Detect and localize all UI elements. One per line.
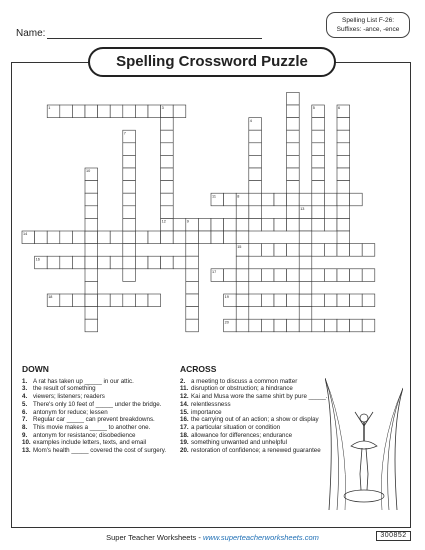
grid-cell[interactable] <box>274 244 287 257</box>
grid-clue-number: 20 <box>224 320 229 325</box>
clue-text: the carrying out of an action; a show or display <box>191 416 319 424</box>
grid-cell[interactable] <box>324 193 337 206</box>
grid-cell[interactable] <box>312 244 325 257</box>
clue-number: 17. <box>180 423 189 431</box>
grid-clue-number: 11 <box>212 194 216 199</box>
grid-cell[interactable] <box>337 143 350 156</box>
grid-cell[interactable] <box>337 118 350 131</box>
grid-cell[interactable] <box>299 218 312 231</box>
grid-cell[interactable] <box>337 193 350 206</box>
grid-cell[interactable] <box>261 294 274 307</box>
grid-clue-number: 3 <box>161 106 164 111</box>
grid-cell[interactable] <box>72 105 85 118</box>
grid-cell[interactable] <box>312 269 325 282</box>
clue-number: 11. <box>180 385 189 393</box>
down-clue <box>22 439 172 447</box>
footer-url-link[interactable]: www.superteacherworksheets.com <box>202 533 319 542</box>
grid-cell[interactable] <box>135 105 148 118</box>
grid-cell[interactable] <box>161 130 174 143</box>
grid-cell[interactable] <box>274 218 287 231</box>
grid-cell[interactable] <box>110 256 123 269</box>
across-heading: ACROSS <box>180 364 217 374</box>
grid-cell[interactable] <box>261 319 274 332</box>
grid-cell[interactable] <box>85 206 98 219</box>
grid-cell[interactable] <box>85 319 98 332</box>
grid-cell[interactable] <box>249 294 262 307</box>
grid-cell[interactable] <box>287 130 300 143</box>
grid-cell[interactable] <box>249 143 262 156</box>
grid-cell[interactable] <box>312 118 325 131</box>
grid-cell[interactable] <box>85 244 98 257</box>
grid-cell[interactable] <box>123 206 136 219</box>
grid-cell[interactable] <box>123 155 136 168</box>
across-clues <box>180 366 340 455</box>
grid-cell[interactable] <box>224 218 237 231</box>
grid-cell[interactable] <box>98 105 111 118</box>
grid-cell[interactable] <box>85 193 98 206</box>
grid-cell[interactable] <box>337 218 350 231</box>
grid-clue-number: 16 <box>35 257 40 262</box>
grid-cell[interactable] <box>337 319 350 332</box>
grid-cell[interactable] <box>161 193 174 206</box>
grid-cell[interactable] <box>98 256 111 269</box>
grid-cell[interactable] <box>249 193 262 206</box>
across-clue <box>180 424 340 432</box>
clue-text: Regular car _____ can prevent breakdowns. <box>33 416 155 424</box>
grid-cell[interactable] <box>312 130 325 143</box>
grid-cell[interactable] <box>224 231 237 244</box>
grid-cell[interactable] <box>98 294 111 307</box>
grid-cell[interactable] <box>337 168 350 181</box>
clue-number: 7. <box>22 416 28 424</box>
across-clue <box>180 378 340 386</box>
grid-cell[interactable] <box>287 193 300 206</box>
grid-cell[interactable] <box>186 281 199 294</box>
grid-cell[interactable] <box>148 256 161 269</box>
grid-cell[interactable] <box>123 231 136 244</box>
grid-cell[interactable] <box>249 130 262 143</box>
clue-number: 2. <box>180 377 186 385</box>
grid-cell[interactable] <box>123 269 136 282</box>
clue-text: the result of something <box>33 385 96 393</box>
grid-cell[interactable] <box>274 193 287 206</box>
grid-cell[interactable] <box>299 193 312 206</box>
grid-cell[interactable] <box>123 294 136 307</box>
clue-text: allowance for differences; endurance <box>191 431 293 439</box>
clue-number: 13. <box>22 447 31 455</box>
across-clue <box>180 439 340 447</box>
clue-number: 19. <box>180 439 189 447</box>
grid-cell[interactable] <box>161 231 174 244</box>
grid-cell[interactable] <box>98 231 111 244</box>
clue-text: a meeting to discuss a common matter <box>191 377 298 385</box>
grid-cell[interactable] <box>60 231 73 244</box>
grid-cell[interactable] <box>362 244 375 257</box>
grid-cell[interactable] <box>287 155 300 168</box>
grid-cell[interactable] <box>287 206 300 219</box>
grid-cell[interactable] <box>47 231 60 244</box>
grid-clue-number: 15 <box>237 244 242 249</box>
grid-cell[interactable] <box>337 269 350 282</box>
grid-cell[interactable] <box>299 244 312 257</box>
grid-cell[interactable] <box>173 256 186 269</box>
grid-cell[interactable] <box>287 244 300 257</box>
grid-cell[interactable] <box>337 155 350 168</box>
grid-cell[interactable] <box>161 168 174 181</box>
grid-cell[interactable] <box>85 231 98 244</box>
down-clue <box>22 409 172 417</box>
grid-cell[interactable] <box>312 218 325 231</box>
grid-cell[interactable] <box>299 307 312 320</box>
across-clue <box>180 385 340 393</box>
clue-number: 18. <box>180 431 189 439</box>
grid-cell[interactable] <box>299 231 312 244</box>
grid-clue-number: 18 <box>48 295 53 300</box>
across-clue <box>180 447 340 455</box>
grid-cell[interactable] <box>312 294 325 307</box>
down-clue <box>22 432 172 440</box>
grid-cell[interactable] <box>274 319 287 332</box>
grid-clue-number: 4 <box>249 118 252 123</box>
grid-cell[interactable] <box>186 231 199 244</box>
grid-cell[interactable] <box>198 218 211 231</box>
grid-cell[interactable] <box>274 294 287 307</box>
list-title: Spelling List F-26: <box>341 17 395 24</box>
grid-cell[interactable] <box>123 143 136 156</box>
down-clue <box>22 401 172 409</box>
clue-number: 14. <box>180 400 189 408</box>
down-clue <box>22 378 172 386</box>
clue-text: a particular situation or condition <box>191 423 281 431</box>
grid-cell[interactable] <box>312 319 325 332</box>
grid-cell[interactable] <box>249 218 262 231</box>
grid-cell[interactable] <box>312 181 325 194</box>
grid-cell[interactable] <box>224 193 240 206</box>
grid-cell[interactable] <box>312 168 325 181</box>
grid-cell[interactable] <box>350 193 363 206</box>
grid-cell[interactable] <box>135 256 148 269</box>
grid-cell[interactable] <box>350 244 363 257</box>
grid-cell[interactable] <box>324 319 337 332</box>
grid-cell[interactable] <box>287 294 300 307</box>
clue-number: 20. <box>180 447 189 455</box>
grid-cell[interactable] <box>337 206 350 219</box>
grid-cell[interactable] <box>186 319 199 332</box>
grid-cell[interactable] <box>312 155 325 168</box>
grid-cell[interactable] <box>85 181 98 194</box>
down-clue <box>22 424 172 432</box>
grid-cell[interactable] <box>161 206 174 219</box>
grid-cell[interactable] <box>85 307 98 320</box>
grid-cell[interactable] <box>324 294 337 307</box>
grid-cell[interactable] <box>161 155 174 168</box>
grid-clue-number: 19 <box>224 295 229 300</box>
grid-cell[interactable] <box>236 281 249 294</box>
down-heading: DOWN <box>22 364 49 374</box>
grid-cell[interactable] <box>337 130 350 143</box>
clue-text: There's only 10 feet of _____ under the bridge. <box>33 400 162 408</box>
grid-cell[interactable] <box>249 244 262 257</box>
clue-text: This movie makes a _____ to another one. <box>33 423 151 431</box>
grid-cell[interactable] <box>110 294 123 307</box>
grid-cell[interactable] <box>161 143 174 156</box>
grid-clue-number: 1 <box>48 106 51 111</box>
grid-cell[interactable] <box>211 218 224 231</box>
grid-cell[interactable] <box>72 294 85 307</box>
grid-cell[interactable] <box>287 92 300 105</box>
grid-cell[interactable] <box>47 256 60 269</box>
grid-cell[interactable] <box>123 181 136 194</box>
grid-clue-number: 7 <box>123 131 126 136</box>
grid-cell[interactable] <box>362 294 375 307</box>
grid-cell[interactable] <box>337 181 350 194</box>
grid-cell[interactable] <box>261 218 274 231</box>
clue-number: 5. <box>22 400 28 408</box>
grid-cell[interactable] <box>236 319 249 332</box>
grid-cell[interactable] <box>287 105 300 118</box>
grid-cell[interactable] <box>123 256 136 269</box>
clue-text: Mom's health _____ covered the cost of surgery. <box>33 447 167 455</box>
page-title: Spelling Crossword Puzzle <box>88 47 336 77</box>
down-clue <box>22 385 172 393</box>
grid-cell[interactable] <box>312 143 325 156</box>
clue-number: 1. <box>22 377 28 385</box>
grid-cell[interactable] <box>350 294 363 307</box>
grid-cell[interactable] <box>236 206 249 219</box>
clue-number: 10. <box>22 439 31 447</box>
clue-text: something unwanted and unhelpful <box>191 439 287 447</box>
clue-text: importance <box>191 408 222 416</box>
grid-cell[interactable] <box>161 256 174 269</box>
grid-cell[interactable] <box>148 294 161 307</box>
grid-cell[interactable] <box>236 294 249 307</box>
grid-cell[interactable] <box>274 269 287 282</box>
grid-cell[interactable] <box>350 319 363 332</box>
grid-cell[interactable] <box>287 181 300 194</box>
grid-cell[interactable] <box>85 281 98 294</box>
footer-brand: Super Teacher Worksheets <box>106 533 197 542</box>
clue-text: disruption or obstruction; a hindrance <box>191 385 293 393</box>
grid-cell[interactable] <box>148 231 161 244</box>
grid-cell[interactable] <box>236 256 249 269</box>
grid-cell[interactable] <box>287 269 300 282</box>
grid-cell[interactable] <box>173 231 186 244</box>
footer-separator: - <box>196 533 203 542</box>
grid-cell[interactable] <box>173 105 186 118</box>
grid-cell[interactable] <box>287 143 300 156</box>
grid-cell[interactable] <box>161 118 174 131</box>
grid-cell[interactable] <box>135 231 148 244</box>
grid-cell[interactable] <box>123 244 136 257</box>
grid-cell[interactable] <box>312 193 325 206</box>
clue-text: viewers; listeners; readers <box>33 393 105 401</box>
grid-cell[interactable] <box>186 244 199 257</box>
worksheet-code: 300852 <box>376 531 411 541</box>
grid-clue-number: 5 <box>312 106 315 111</box>
grid-clue-number: 10 <box>86 169 91 174</box>
grid-cell[interactable] <box>236 218 249 231</box>
across-clue <box>180 432 340 440</box>
clue-number: 16. <box>180 416 189 424</box>
clue-text: antonym for reduce; lessen <box>33 408 108 416</box>
grid-cell[interactable] <box>85 256 98 269</box>
grid-cell[interactable] <box>135 294 148 307</box>
down-clue <box>22 416 172 424</box>
down-clue <box>22 447 172 455</box>
clue-number: 3. <box>22 385 28 393</box>
grid-cell[interactable] <box>123 105 136 118</box>
clue-text: restoration of confidence; a renewed guarantee <box>191 447 321 455</box>
grid-clue-number: 12 <box>161 219 166 224</box>
clue-text: Kai and Musa wore the same shirt by pure _____. <box>191 393 328 401</box>
grid-cell[interactable] <box>249 168 262 181</box>
grid-cell[interactable] <box>110 231 123 244</box>
list-suffixes: Suffixes: -ance, -ence <box>336 26 400 33</box>
grid-cell[interactable] <box>249 181 262 194</box>
grid-cell[interactable] <box>186 294 199 307</box>
grid-cell[interactable] <box>236 307 249 320</box>
grid-cell[interactable] <box>85 294 98 307</box>
grid-cell[interactable] <box>110 105 123 118</box>
down-clues <box>22 366 172 455</box>
grid-cell[interactable] <box>85 218 98 231</box>
grid-cell[interactable] <box>312 206 325 219</box>
grid-clue-number: 14 <box>23 232 28 237</box>
grid-cell[interactable] <box>287 319 300 332</box>
grid-cell[interactable] <box>186 269 199 282</box>
grid-cell[interactable] <box>224 269 237 282</box>
grid-cell[interactable] <box>324 244 337 257</box>
grid-cell[interactable] <box>236 269 249 282</box>
grid-cell[interactable] <box>123 193 136 206</box>
grid-cell[interactable] <box>236 231 249 244</box>
grid-cell[interactable] <box>324 269 337 282</box>
clue-number: 9. <box>22 431 28 439</box>
clue-text: A rat has taken up _____ in our attic. <box>33 377 134 385</box>
grid-cell[interactable] <box>148 105 161 118</box>
grid-cell[interactable] <box>337 294 350 307</box>
grid-cell[interactable] <box>261 193 274 206</box>
grid-clue-number: 8 <box>237 194 240 199</box>
grid-cell[interactable] <box>287 218 300 231</box>
grid-cell[interactable] <box>60 256 73 269</box>
grid-cell[interactable] <box>299 319 312 332</box>
grid-clue-number: 9 <box>186 219 189 224</box>
clue-number: 4. <box>22 393 28 401</box>
clue-number: 8. <box>22 423 28 431</box>
grid-cell[interactable] <box>261 244 274 257</box>
across-clue <box>180 416 340 424</box>
clue-text: antonym for resistance; disobedience <box>33 431 136 439</box>
grid-cell[interactable] <box>362 319 375 332</box>
grid-cell[interactable] <box>35 231 48 244</box>
grid-cell[interactable] <box>249 206 262 219</box>
grid-cell[interactable] <box>60 294 73 307</box>
grid-cell[interactable] <box>186 256 199 269</box>
grid-cell[interactable] <box>261 269 274 282</box>
across-clue <box>180 401 340 409</box>
grid-cell[interactable] <box>299 256 312 269</box>
grid-cell[interactable] <box>72 231 85 244</box>
name-label: Name: <box>16 28 46 39</box>
clue-text: relentlessness <box>191 400 231 408</box>
grid-cell[interactable] <box>299 294 312 307</box>
grid-cell[interactable] <box>324 218 337 231</box>
grid-cell[interactable] <box>85 269 98 282</box>
grid-cell[interactable] <box>173 218 186 231</box>
clue-text: examples include letters, texts, and email <box>33 439 147 447</box>
clue-number: 12. <box>180 393 189 401</box>
grid-cell[interactable] <box>299 269 312 282</box>
grid-cell[interactable] <box>362 269 375 282</box>
grid-cell[interactable] <box>72 256 85 269</box>
grid-cell[interactable] <box>287 118 300 131</box>
clue-number: 15. <box>180 408 189 416</box>
grid-clue-number: 17 <box>212 270 217 274</box>
across-clue <box>180 393 340 401</box>
grid-cell[interactable] <box>287 168 300 181</box>
grid-cell[interactable] <box>60 105 73 118</box>
clue-number: 6. <box>22 408 28 416</box>
grid-cell[interactable] <box>249 155 262 168</box>
across-clue <box>180 409 340 417</box>
ballerina-illustration <box>325 378 403 510</box>
grid-cell[interactable] <box>249 269 262 282</box>
grid-cell[interactable] <box>198 231 211 244</box>
grid-cell[interactable] <box>123 168 136 181</box>
grid-cell[interactable] <box>211 231 224 244</box>
grid-cell[interactable] <box>123 218 136 231</box>
grid-cell[interactable] <box>249 319 262 332</box>
down-clue <box>22 393 172 401</box>
grid-cell[interactable] <box>299 281 312 294</box>
grid-clue-number: 13 <box>300 207 305 211</box>
grid-clue-number: 6 <box>338 106 341 111</box>
grid-cell[interactable] <box>161 181 174 194</box>
grid-cell[interactable] <box>186 307 199 320</box>
grid-cell[interactable] <box>337 244 350 257</box>
grid-cell[interactable] <box>85 105 98 118</box>
grid-cell[interactable] <box>337 231 350 244</box>
grid-cell[interactable] <box>350 269 363 282</box>
